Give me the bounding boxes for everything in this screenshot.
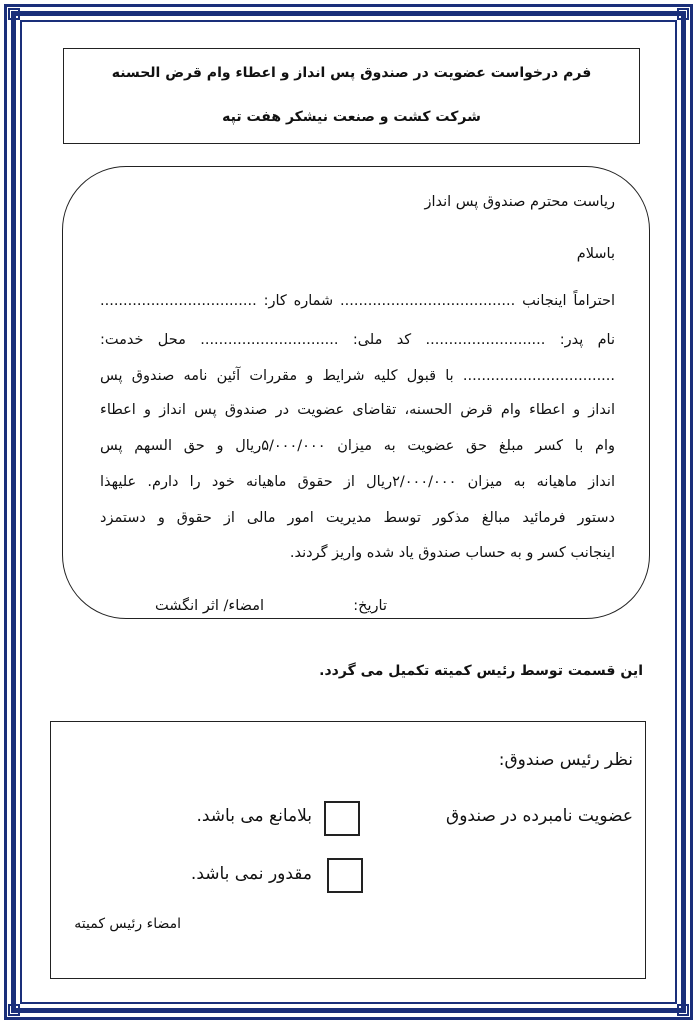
letter-body-line: وام با کسر مبلغ حق عضویت به میزان ۵/۰۰۰/۰۰۰ریال و حق السهم پس bbox=[100, 438, 615, 454]
letter-body-line: انداز و اعطاء وام قرض الحسنه، تقاضای عضویت در صندوق پس انداز و اعطاء bbox=[100, 402, 615, 418]
letter-body-line: ................................. با قبول کلیه شرایط و مقررات آئین نامه صندوق پس bbox=[100, 368, 615, 384]
border-corner-ornament bbox=[8, 1004, 20, 1016]
border-corner-ornament bbox=[677, 1004, 689, 1016]
approved-option-label: بلامانع می باشد. bbox=[196, 806, 312, 826]
committee-head-signature-label: امضاء رئیس کمیته bbox=[74, 916, 181, 932]
date-label: تاریخ: bbox=[353, 598, 387, 614]
rejected-checkbox[interactable] bbox=[327, 858, 363, 893]
form-title: فرم درخواست عضویت در صندوق پس انداز و اعطاء وام قرض الحسنه bbox=[111, 65, 592, 81]
membership-statement: عضویت نامبرده در صندوق bbox=[446, 806, 633, 826]
name-and-employee-number-line[interactable]: احتراماً اینجانب ...................................... شماره کار: .................................. bbox=[100, 293, 615, 309]
committee-note: این قسمت توسط رئیس کمیته تکمیل می گردد. bbox=[319, 663, 643, 679]
form-header bbox=[63, 48, 640, 144]
company-name: شرکت کشت و صنعت نیشکر هفت تپه bbox=[222, 109, 481, 125]
signature-fingerprint-label: امضاء/ اثر انگشت bbox=[154, 598, 264, 614]
letter-body-line: دستور فرمائید مبالغ مذکور توسط مدیریت امور مالی از حقوق و دستمزد bbox=[100, 510, 615, 526]
review-title: نظر رئیس صندوق: bbox=[498, 750, 633, 770]
letter-body-line: انداز ماهیانه به میزان ۲/۰۰۰/۰۰۰ریال از حقوق ماهیانه خود را دارم. علیهذا bbox=[100, 474, 615, 490]
approved-checkbox[interactable] bbox=[324, 801, 360, 836]
letter-greeting: باسلام bbox=[576, 246, 615, 262]
letter-salutation: ریاست محترم صندوق پس انداز bbox=[424, 194, 615, 210]
father-name-national-id-line[interactable]: نام پدر: .......................... کد ملی: .............................. محل خدمت: bbox=[100, 332, 615, 348]
rejected-option-label: مقدور نمی باشد. bbox=[190, 864, 312, 884]
letter-body-line: اینجانب کسر و به حساب صندوق یاد شده واریز گردند. bbox=[289, 545, 615, 561]
border-corner-ornament bbox=[677, 8, 689, 20]
border-corner-ornament bbox=[8, 8, 20, 20]
